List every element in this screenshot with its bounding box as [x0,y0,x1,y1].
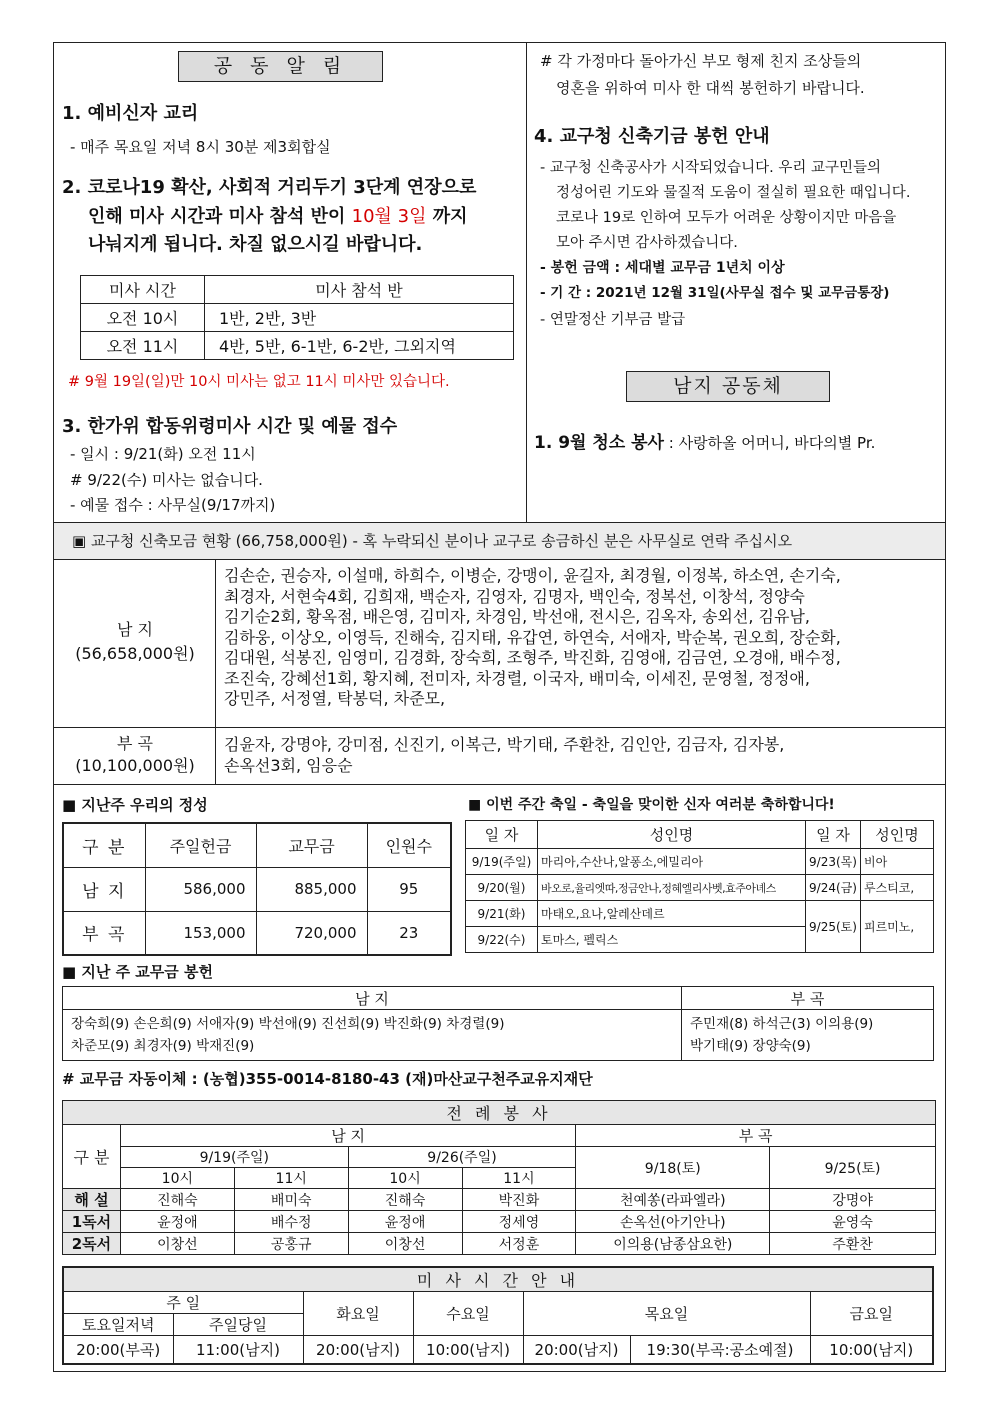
altar-person: 강명야 [770,1189,936,1211]
mass-sunday: 주 일 [63,1292,303,1314]
item3-date: - 일시 : 9/21(화) 오전 11시 [70,445,256,463]
altar-person: 윤정애 [120,1211,234,1233]
sched-time: 오전 10시 [81,304,205,332]
mass-class-table [80,275,514,360]
fund-bugok-label: 부 곡 (10,100,000원) [75,734,195,775]
sched-header-class: 미사 참석 반 [205,276,514,304]
mass-time-value: 10:00(남지) [810,1336,933,1364]
altar-person: 윤영숙 [770,1211,936,1233]
item2-red-date: 10월 3일 [351,206,427,227]
mass-wed: 수요일 [413,1292,523,1336]
offer-count: 95 [367,867,451,911]
tithe-title: ■ 지난 주 교무금 봉헌 [62,963,213,981]
altar-time: 10시 [348,1168,462,1189]
offer-row-label: 남 지 [63,867,145,911]
feast-saints: 토마스, 펠릭스 [538,927,806,953]
altar-date: 9/19(주일) [120,1147,348,1168]
altar-time: 10시 [120,1168,234,1189]
feast-date: 9/19(주일) [466,849,538,875]
altar-person: 진해숙 [120,1189,234,1211]
feast-header: 성인명 [861,821,934,849]
offer-count: 23 [367,911,451,955]
altar-person: 이창선 [348,1233,462,1255]
offer-tithe: 720,000 [256,911,367,955]
mass-time-value: 10:00(남지) [413,1336,523,1364]
autopay-note: # 교무금 자동이체 : (농협)355-0014-8180-43 (재)마산교구천주교유지재단 [62,1070,593,1088]
altar-gubun: 구 분 [63,1125,121,1189]
mass-times-table [62,1266,934,1365]
feast-header: 성인명 [538,821,806,849]
altar-person: 진해숙 [348,1189,462,1211]
offering-table [62,822,452,956]
ancestor-note-1: # 각 가정마다 돌아가신 부모 형제 친지 조상들의 [540,52,862,70]
altar-bugok: 부 곡 [576,1125,936,1147]
item4-amount: - 봉헌 금액 : 세대별 교무금 1년치 이상 [540,260,785,276]
altar-date: 9/25(토) [770,1147,936,1189]
sched-time: 오전 11시 [81,332,205,360]
item4-period: - 기 간 : 2021년 12월 31일(사무실 접수 및 교무금통장) [540,285,890,301]
sched-class: 1반, 2반, 3반 [205,304,514,332]
mass-time-value: 20:00(부곡) [63,1336,173,1364]
tithe-header-bugok: 부 곡 [682,987,934,1010]
offer-header: 구 분 [63,823,145,867]
mass-time-value: 11:00(남지) [173,1336,303,1364]
feast-date: 9/23(목) [806,849,861,875]
item2-line3: 나눠지게 됩니다. 차질 없으시길 바랍니다. [88,234,423,255]
column-divider [526,42,527,523]
offer-sunday: 153,000 [145,911,256,955]
item4-heading: 4. 교구청 신축기금 봉헌 안내 [534,126,770,147]
item3-offering: - 예물 접수 : 사무실(9/17까지) [70,496,276,514]
altar-person: 손옥선(아기안나) [576,1211,770,1233]
altar-person: 천예쏭(라파엘라) [576,1189,770,1211]
feast-saints: 마리아,수산나,알퐁소,에밀리아 [538,849,806,875]
altar-person: 윤정애 [348,1211,462,1233]
altar-person: 배미숙 [234,1189,348,1211]
item3-note: # 9/22(수) 미사는 없습니다. [70,471,263,489]
tithe-namji-names: 장숙희(9) 손은희(9) 서애자(9) 박선애(9) 진선희(9) 박진화(9) 차경렬(9) 차준모(9) 최경자(9) 박재진(9) [63,1010,682,1061]
feast-saints: 바오로,율리엣따,정금안나,정혜엘리사벳,효주아녜스 [538,875,806,901]
altar-time: 11시 [462,1168,576,1189]
item4-p1: - 교구청 신축공사가 시작되었습니다. 우리 교구민들의 [540,160,882,176]
mass-time-value: 19:30(부곡:공소예절) [630,1336,810,1364]
offer-header: 교무금 [256,823,367,867]
altar-date: 9/26(주일) [348,1147,576,1168]
fund-namji-label: 남 지 (56,658,000원) [75,620,195,663]
item4-p4: 모아 주시면 감사하겠습니다. [556,235,738,251]
feast-saints: 루스티코, [861,875,934,901]
item1-heading: 1. 예비신자 교리 [62,103,199,124]
altar-title: 전 례 봉 사 [63,1101,936,1125]
feast-title: ■ 이번 주간 축일 - 축일을 맞이한 신자 여러분 축하합니다! [468,797,835,813]
mass-sunday-day: 주일당일 [173,1314,303,1336]
sched-header-time: 미사 시간 [81,276,205,304]
notice-title: 공 동 알 림 [178,51,383,82]
item2-line1: 2. 코로나19 확산, 사회적 거리두기 3단계 연장으로 [62,177,477,198]
offer-tithe: 885,000 [256,867,367,911]
feast-saints: 비아 [861,849,934,875]
item3-heading: 3. 한가위 합동위령미사 시간 및 예물 접수 [62,416,398,437]
altar-namji: 남 지 [120,1125,575,1147]
item4-p2: 정성어린 기도와 물질적 도움이 절실히 필요한 때입니다. [556,185,911,201]
mass-times-title: 미 사 시 간 안 내 [63,1267,933,1292]
feast-saints: 마태오,요나,알레산데르 [538,901,806,927]
feast-header: 일 자 [806,821,861,849]
item2-line2: 인해 미사 시간과 미사 참석 반이 10월 3일 까지 [88,206,468,227]
offer-header: 인원수 [367,823,451,867]
feast-date: 9/25(토) [806,901,861,953]
offering-title: ■ 지난주 우리의 정성 [62,796,208,814]
feast-saints: 피르미노, [861,901,934,953]
altar-role: 1독서 [63,1211,121,1233]
mass-tue: 화요일 [303,1292,413,1336]
altar-person: 주환찬 [770,1233,936,1255]
altar-person: 서정훈 [462,1233,576,1255]
tithe-header-namji: 남 지 [63,987,682,1010]
altar-person: 정세영 [462,1211,576,1233]
sched-class: 4반, 5반, 6-1반, 6-2반, 그외지역 [205,332,514,360]
cleaning-line: 1. 9월 청소 봉사 : 사랑하올 어머니, 바다의별 Pr. [534,433,876,453]
red-note: # 9월 19일(일)만 10시 미사는 없고 11시 미사만 있습니다. [68,374,450,390]
altar-time: 11시 [234,1168,348,1189]
feast-date: 9/22(수) [466,927,538,953]
altar-role: 2독서 [63,1233,121,1255]
namji-community-title: 남지 공동체 [626,371,830,402]
tithe-table [62,986,934,1061]
altar-person: 이창선 [120,1233,234,1255]
item4-receipt: - 연말정산 기부금 발급 [540,312,686,328]
offer-header: 주일헌금 [145,823,256,867]
altar-role: 해 설 [63,1189,121,1211]
item4-p3: 코로나 19로 인하여 모두가 어려운 상황이지만 마음을 [556,210,897,226]
offer-row-label: 부 곡 [63,911,145,955]
feast-date: 9/20(월) [466,875,538,901]
fund-bugok-names: 김윤자, 강명야, 강미점, 신진기, 이복근, 박기태, 주환찬, 김인안, 김금자, 김자봉, 손옥선3회, 임응순 [224,735,785,775]
offer-sunday: 586,000 [145,867,256,911]
altar-date: 9/18(토) [576,1147,770,1189]
ancestor-note-2: 영혼을 위하여 미사 한 대씩 봉헌하기 바랍니다. [556,79,865,97]
altar-person: 이의용(남종삼요한) [576,1233,770,1255]
feast-header: 일 자 [466,821,538,849]
mass-time-value: 20:00(남지) [523,1336,630,1364]
mass-sat-eve: 토요일저녁 [63,1314,173,1336]
altar-service-table [62,1100,936,1255]
item1-detail: - 매주 목요일 저녁 8시 30분 제3회합실 [70,138,331,156]
fund-banner: ▣ 교구청 신축모금 현황 (66,758,000원) - 혹 누락되신 분이나 교구로 송금하신 분은 사무실로 연락 주십시오 [54,523,945,559]
altar-person: 박진화 [462,1189,576,1211]
feast-date: 9/24(금) [806,875,861,901]
feast-table [465,820,934,953]
feast-date: 9/21(화) [466,901,538,927]
altar-person: 공홍규 [234,1233,348,1255]
mass-time-value: 20:00(남지) [303,1336,413,1364]
fund-namji-names: 김손순, 권승자, 이설매, 하희수, 이병순, 강맹이, 윤길자, 최경월, 이정복, 하소연, 손기숙, 최경자, 서현숙4회, 김희재, 백순자, 김영자, 김명자, 백인숙, 정복선, 이창석, 정양숙 김기순2회, 황옥점, 배은영, 김미자, 차경임, 박선애, 전시은, 김옥자, 송외선, 김유남, 김하웅, 이상오, 이영득, 진해숙, 김지태, 유갑연, 하연숙, 서애자, 박순복, 권오희, 장순화, 김대원, 석봉진, 임영미, 김경화, 장숙희, 조형주, 박진화, 김영애, 김금연, 오경애, 배수정, 조진숙, 강혜선1회, 황지혜, 전미자, 차경렬, 이국자, 배미숙, 이세진, 문영철, 정정애, 강민주, 서정열, 탁봉덕, 차준모, [224,566,841,708]
tithe-bugok-names: 주민재(8) 하석근(3) 이의용(9) 박기태(9) 장양숙(9) [682,1010,934,1061]
mass-fri: 금요일 [810,1292,933,1336]
mass-thu: 목요일 [523,1292,810,1336]
altar-person: 배수정 [234,1211,348,1233]
